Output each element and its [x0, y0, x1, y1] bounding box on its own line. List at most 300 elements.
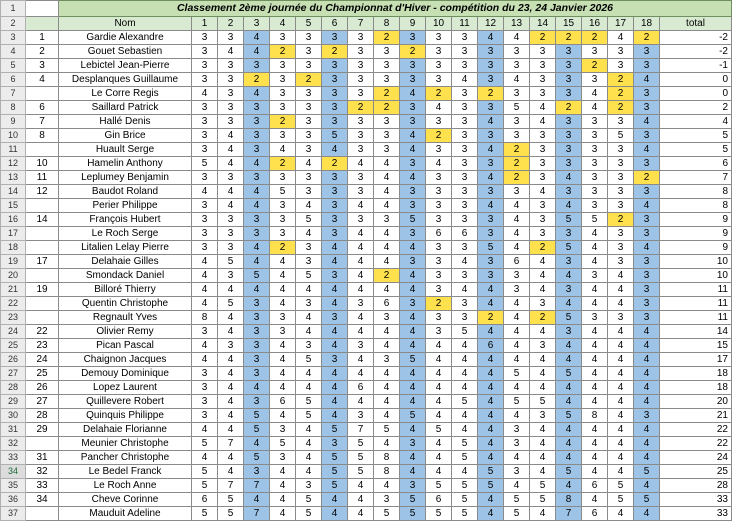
rank-cell[interactable]: [26, 437, 59, 451]
score-cell[interactable]: 2: [504, 143, 530, 157]
score-cell[interactable]: 5: [322, 423, 348, 437]
score-cell[interactable]: 2: [426, 297, 452, 311]
score-cell[interactable]: 5: [452, 507, 478, 521]
score-cell[interactable]: 4: [270, 465, 296, 479]
score-cell[interactable]: 4: [322, 493, 348, 507]
score-cell[interactable]: 5: [192, 465, 218, 479]
score-cell[interactable]: 3: [530, 213, 556, 227]
score-cell[interactable]: 3: [348, 409, 374, 423]
score-cell[interactable]: 3: [348, 59, 374, 73]
score-cell[interactable]: 5: [322, 451, 348, 465]
hole-header[interactable]: 8: [374, 17, 400, 31]
score-cell[interactable]: 4: [478, 115, 504, 129]
row-header[interactable]: 23: [1, 311, 26, 325]
score-cell[interactable]: 4: [400, 283, 426, 297]
total-cell[interactable]: 2: [660, 101, 732, 115]
score-cell[interactable]: 4: [530, 367, 556, 381]
score-cell[interactable]: 3: [400, 73, 426, 87]
score-cell[interactable]: 4: [348, 255, 374, 269]
score-cell[interactable]: 3: [452, 171, 478, 185]
score-cell[interactable]: 5: [556, 367, 582, 381]
score-cell[interactable]: 3: [400, 199, 426, 213]
score-cell[interactable]: 4: [556, 423, 582, 437]
score-cell[interactable]: 5: [296, 353, 322, 367]
score-cell[interactable]: 4: [296, 451, 322, 465]
score-cell[interactable]: 3: [192, 409, 218, 423]
score-cell[interactable]: 2: [400, 45, 426, 59]
score-cell[interactable]: 4: [374, 157, 400, 171]
score-cell[interactable]: 5: [244, 423, 270, 437]
score-cell[interactable]: 4: [634, 507, 660, 521]
score-cell[interactable]: 5: [530, 493, 556, 507]
score-cell[interactable]: 4: [322, 297, 348, 311]
score-cell[interactable]: 3: [582, 269, 608, 283]
rank-cell[interactable]: 23: [26, 339, 59, 353]
score-cell[interactable]: 3: [478, 59, 504, 73]
score-cell[interactable]: 3: [426, 143, 452, 157]
score-cell[interactable]: 3: [478, 255, 504, 269]
row-header[interactable]: 7: [1, 87, 26, 101]
score-cell[interactable]: 3: [244, 297, 270, 311]
score-cell[interactable]: 3: [348, 297, 374, 311]
score-cell[interactable]: 3: [322, 311, 348, 325]
score-cell[interactable]: 4: [504, 241, 530, 255]
score-cell[interactable]: 4: [270, 143, 296, 157]
rank-cell[interactable]: 4: [26, 73, 59, 87]
score-cell[interactable]: 4: [634, 199, 660, 213]
score-cell[interactable]: 3: [192, 143, 218, 157]
score-cell[interactable]: 4: [608, 283, 634, 297]
score-cell[interactable]: 3: [608, 255, 634, 269]
score-cell[interactable]: 2: [556, 101, 582, 115]
score-cell[interactable]: 5: [530, 479, 556, 493]
rank-cell[interactable]: [26, 199, 59, 213]
score-cell[interactable]: 3: [296, 171, 322, 185]
score-cell[interactable]: 6: [452, 227, 478, 241]
total-cell[interactable]: 7: [660, 171, 732, 185]
score-cell[interactable]: 3: [400, 115, 426, 129]
score-cell[interactable]: 4: [322, 381, 348, 395]
score-cell[interactable]: 4: [426, 465, 452, 479]
row-header[interactable]: 10: [1, 129, 26, 143]
score-cell[interactable]: 5: [452, 493, 478, 507]
score-cell[interactable]: 4: [634, 451, 660, 465]
score-cell[interactable]: 3: [608, 45, 634, 59]
score-cell[interactable]: 4: [348, 283, 374, 297]
score-cell[interactable]: 3: [296, 45, 322, 59]
score-cell[interactable]: 2: [322, 157, 348, 171]
player-name[interactable]: Gouet Sebastien: [59, 45, 192, 59]
score-cell[interactable]: 6: [504, 255, 530, 269]
row-header[interactable]: 13: [1, 171, 26, 185]
total-cell[interactable]: 11: [660, 283, 732, 297]
player-name[interactable]: Hamelin Anthony: [59, 157, 192, 171]
score-cell[interactable]: 4: [374, 185, 400, 199]
score-cell[interactable]: 4: [218, 199, 244, 213]
score-cell[interactable]: 3: [400, 101, 426, 115]
score-cell[interactable]: 4: [582, 87, 608, 101]
score-cell[interactable]: 3: [504, 437, 530, 451]
row-header[interactable]: 16: [1, 213, 26, 227]
score-cell[interactable]: 5: [244, 451, 270, 465]
score-cell[interactable]: 4: [192, 451, 218, 465]
score-cell[interactable]: 4: [270, 339, 296, 353]
score-cell[interactable]: 3: [634, 297, 660, 311]
score-cell[interactable]: 4: [270, 507, 296, 521]
score-cell[interactable]: 4: [348, 493, 374, 507]
score-cell[interactable]: 4: [218, 381, 244, 395]
score-cell[interactable]: 4: [218, 465, 244, 479]
rank-cell[interactable]: [26, 143, 59, 157]
score-cell[interactable]: 3: [478, 101, 504, 115]
row-header[interactable]: 4: [1, 45, 26, 59]
score-cell[interactable]: 4: [556, 437, 582, 451]
score-cell[interactable]: 4: [244, 283, 270, 297]
score-cell[interactable]: 3: [218, 269, 244, 283]
total-cell[interactable]: 6: [660, 157, 732, 171]
score-cell[interactable]: 4: [426, 157, 452, 171]
hole-header[interactable]: 16: [582, 17, 608, 31]
score-cell[interactable]: 4: [582, 451, 608, 465]
hole-header[interactable]: 13: [504, 17, 530, 31]
score-cell[interactable]: 3: [426, 241, 452, 255]
cell-blank[interactable]: [26, 1, 59, 17]
total-cell[interactable]: 14: [660, 325, 732, 339]
score-cell[interactable]: 3: [244, 213, 270, 227]
score-cell[interactable]: 5: [608, 129, 634, 143]
score-cell[interactable]: 3: [478, 227, 504, 241]
score-cell[interactable]: 4: [452, 339, 478, 353]
score-cell[interactable]: 4: [634, 381, 660, 395]
score-cell[interactable]: 3: [608, 199, 634, 213]
score-cell[interactable]: 4: [530, 465, 556, 479]
score-cell[interactable]: 3: [504, 269, 530, 283]
score-cell[interactable]: 3: [530, 297, 556, 311]
score-cell[interactable]: 3: [556, 59, 582, 73]
row-header[interactable]: 26: [1, 353, 26, 367]
score-cell[interactable]: 3: [244, 59, 270, 73]
score-cell[interactable]: 3: [556, 255, 582, 269]
score-cell[interactable]: 4: [296, 227, 322, 241]
score-cell[interactable]: 4: [530, 185, 556, 199]
score-cell[interactable]: 4: [348, 269, 374, 283]
score-cell[interactable]: 4: [608, 423, 634, 437]
score-cell[interactable]: 4: [426, 451, 452, 465]
score-cell[interactable]: 3: [296, 129, 322, 143]
score-cell[interactable]: 4: [634, 339, 660, 353]
score-cell[interactable]: 3: [192, 367, 218, 381]
score-cell[interactable]: 3: [218, 241, 244, 255]
score-cell[interactable]: 4: [556, 199, 582, 213]
score-cell[interactable]: 4: [218, 311, 244, 325]
score-cell[interactable]: 4: [478, 381, 504, 395]
rank-cell[interactable]: 34: [26, 493, 59, 507]
rank-cell[interactable]: 26: [26, 381, 59, 395]
score-cell[interactable]: 4: [452, 409, 478, 423]
score-cell[interactable]: 4: [634, 325, 660, 339]
score-cell[interactable]: 4: [400, 423, 426, 437]
score-cell[interactable]: 3: [452, 199, 478, 213]
score-cell[interactable]: 2: [374, 31, 400, 45]
score-cell[interactable]: 4: [504, 213, 530, 227]
score-cell[interactable]: 4: [322, 255, 348, 269]
score-cell[interactable]: 3: [400, 227, 426, 241]
score-cell[interactable]: 4: [582, 353, 608, 367]
score-cell[interactable]: 3: [270, 213, 296, 227]
rank-cell[interactable]: 32: [26, 465, 59, 479]
score-cell[interactable]: 3: [348, 339, 374, 353]
score-cell[interactable]: 3: [556, 115, 582, 129]
score-cell[interactable]: 3: [556, 73, 582, 87]
rank-cell[interactable]: 12: [26, 185, 59, 199]
total-cell[interactable]: 4: [660, 115, 732, 129]
score-cell[interactable]: 3: [244, 143, 270, 157]
score-cell[interactable]: 4: [556, 339, 582, 353]
score-cell[interactable]: 5: [296, 213, 322, 227]
score-cell[interactable]: 3: [192, 395, 218, 409]
score-cell[interactable]: 3: [244, 101, 270, 115]
score-cell[interactable]: 2: [270, 115, 296, 129]
score-cell[interactable]: 3: [426, 45, 452, 59]
score-cell[interactable]: 3: [452, 143, 478, 157]
score-cell[interactable]: 4: [244, 31, 270, 45]
row-header[interactable]: 12: [1, 157, 26, 171]
score-cell[interactable]: 2: [270, 45, 296, 59]
score-cell[interactable]: 5: [634, 493, 660, 507]
score-cell[interactable]: 4: [348, 311, 374, 325]
score-cell[interactable]: 3: [270, 59, 296, 73]
score-cell[interactable]: 3: [426, 269, 452, 283]
row-header[interactable]: 34: [1, 465, 26, 479]
score-cell[interactable]: 3: [556, 129, 582, 143]
score-cell[interactable]: 8: [582, 409, 608, 423]
score-cell[interactable]: 2: [608, 73, 634, 87]
player-name[interactable]: Demouy Dominique: [59, 367, 192, 381]
score-cell[interactable]: 4: [270, 353, 296, 367]
score-cell[interactable]: 4: [504, 199, 530, 213]
row-header[interactable]: 3: [1, 31, 26, 45]
score-cell[interactable]: 4: [348, 325, 374, 339]
score-cell[interactable]: 4: [608, 409, 634, 423]
score-cell[interactable]: 4: [374, 199, 400, 213]
row-header[interactable]: 18: [1, 241, 26, 255]
score-cell[interactable]: 5: [244, 409, 270, 423]
player-name[interactable]: Chaignon Jacques: [59, 353, 192, 367]
score-cell[interactable]: 4: [478, 367, 504, 381]
score-cell[interactable]: 5: [244, 269, 270, 283]
score-cell[interactable]: 6: [582, 507, 608, 521]
score-cell[interactable]: 4: [608, 465, 634, 479]
hole-header[interactable]: 14: [530, 17, 556, 31]
score-cell[interactable]: 4: [452, 381, 478, 395]
rank-cell[interactable]: [26, 269, 59, 283]
rank-cell[interactable]: [26, 227, 59, 241]
score-cell[interactable]: 4: [426, 381, 452, 395]
score-cell[interactable]: 2: [348, 101, 374, 115]
score-cell[interactable]: 3: [244, 311, 270, 325]
score-cell[interactable]: 3: [400, 479, 426, 493]
score-cell[interactable]: 4: [374, 437, 400, 451]
score-cell[interactable]: 3: [348, 45, 374, 59]
score-cell[interactable]: 2: [374, 87, 400, 101]
score-cell[interactable]: 4: [296, 367, 322, 381]
score-cell[interactable]: 3: [270, 227, 296, 241]
score-cell[interactable]: 3: [296, 255, 322, 269]
score-cell[interactable]: 3: [270, 451, 296, 465]
rank-cell[interactable]: 14: [26, 213, 59, 227]
hole-header[interactable]: 12: [478, 17, 504, 31]
score-cell[interactable]: 4: [530, 381, 556, 395]
row-header[interactable]: 21: [1, 283, 26, 297]
score-cell[interactable]: 4: [296, 325, 322, 339]
score-cell[interactable]: 3: [608, 185, 634, 199]
score-cell[interactable]: 4: [504, 339, 530, 353]
score-cell[interactable]: 4: [400, 129, 426, 143]
score-cell[interactable]: 4: [348, 199, 374, 213]
score-cell[interactable]: 4: [400, 451, 426, 465]
score-cell[interactable]: 3: [296, 87, 322, 101]
score-cell[interactable]: 4: [634, 73, 660, 87]
score-cell[interactable]: 2: [426, 87, 452, 101]
score-cell[interactable]: 4: [426, 367, 452, 381]
score-cell[interactable]: 3: [478, 157, 504, 171]
score-cell[interactable]: 4: [582, 395, 608, 409]
score-cell[interactable]: 3: [634, 185, 660, 199]
score-cell[interactable]: 4: [218, 367, 244, 381]
player-name[interactable]: Le Bedel Franck: [59, 465, 192, 479]
score-cell[interactable]: 4: [582, 367, 608, 381]
player-name[interactable]: Meunier Christophe: [59, 437, 192, 451]
score-cell[interactable]: 4: [582, 297, 608, 311]
rank-cell[interactable]: 27: [26, 395, 59, 409]
score-cell[interactable]: 2: [634, 31, 660, 45]
score-cell[interactable]: 4: [218, 143, 244, 157]
score-cell[interactable]: 4: [634, 367, 660, 381]
score-cell[interactable]: 4: [504, 227, 530, 241]
score-cell[interactable]: 5: [296, 507, 322, 521]
score-cell[interactable]: 4: [218, 451, 244, 465]
score-cell[interactable]: 3: [582, 157, 608, 171]
rank-cell[interactable]: 28: [26, 409, 59, 423]
row-header[interactable]: 11: [1, 143, 26, 157]
hole-header[interactable]: 6: [322, 17, 348, 31]
total-cell[interactable]: -2: [660, 45, 732, 59]
score-cell[interactable]: 4: [530, 353, 556, 367]
score-cell[interactable]: 4: [400, 269, 426, 283]
score-cell[interactable]: 3: [348, 213, 374, 227]
score-cell[interactable]: 3: [426, 59, 452, 73]
score-cell[interactable]: 4: [374, 255, 400, 269]
score-cell[interactable]: 3: [634, 213, 660, 227]
score-cell[interactable]: 4: [244, 87, 270, 101]
score-cell[interactable]: 3: [270, 311, 296, 325]
score-cell[interactable]: 3: [374, 59, 400, 73]
score-cell[interactable]: 5: [426, 507, 452, 521]
score-cell[interactable]: 4: [244, 381, 270, 395]
score-cell[interactable]: 2: [322, 45, 348, 59]
score-cell[interactable]: 3: [478, 129, 504, 143]
score-cell[interactable]: 4: [478, 451, 504, 465]
score-cell[interactable]: 4: [348, 507, 374, 521]
score-cell[interactable]: 4: [322, 325, 348, 339]
score-cell[interactable]: 5: [348, 437, 374, 451]
total-cell[interactable]: 9: [660, 227, 732, 241]
score-cell[interactable]: 5: [192, 479, 218, 493]
score-cell[interactable]: 4: [400, 367, 426, 381]
score-cell[interactable]: 4: [504, 73, 530, 87]
score-cell[interactable]: 3: [296, 479, 322, 493]
score-cell[interactable]: 4: [322, 367, 348, 381]
total-cell[interactable]: 10: [660, 255, 732, 269]
score-cell[interactable]: 4: [478, 143, 504, 157]
rank-cell[interactable]: 33: [26, 479, 59, 493]
score-cell[interactable]: 5: [478, 241, 504, 255]
score-cell[interactable]: 4: [400, 241, 426, 255]
score-cell[interactable]: 2: [270, 241, 296, 255]
score-cell[interactable]: 3: [374, 73, 400, 87]
score-cell[interactable]: 3: [400, 31, 426, 45]
score-cell[interactable]: 3: [608, 143, 634, 157]
total-cell[interactable]: 15: [660, 339, 732, 353]
total-cell[interactable]: 20: [660, 395, 732, 409]
player-name[interactable]: Regnault Yves: [59, 311, 192, 325]
score-cell[interactable]: 4: [400, 395, 426, 409]
score-cell[interactable]: 7: [218, 437, 244, 451]
score-cell[interactable]: 4: [244, 157, 270, 171]
total-cell[interactable]: 9: [660, 213, 732, 227]
score-cell[interactable]: 3: [634, 157, 660, 171]
score-cell[interactable]: 3: [374, 311, 400, 325]
score-cell[interactable]: 3: [348, 143, 374, 157]
score-cell[interactable]: 4: [426, 353, 452, 367]
score-cell[interactable]: 4: [608, 451, 634, 465]
player-name[interactable]: Olivier Remy: [59, 325, 192, 339]
score-cell[interactable]: 4: [218, 423, 244, 437]
total-cell[interactable]: -1: [660, 59, 732, 73]
score-cell[interactable]: 4: [218, 395, 244, 409]
total-cell[interactable]: 5: [660, 129, 732, 143]
score-cell[interactable]: 4: [270, 367, 296, 381]
score-cell[interactable]: 3: [426, 255, 452, 269]
player-name[interactable]: Quillevere Robert: [59, 395, 192, 409]
score-cell[interactable]: 4: [400, 171, 426, 185]
score-cell[interactable]: 4: [400, 325, 426, 339]
score-cell[interactable]: 3: [426, 311, 452, 325]
score-cell[interactable]: 2: [478, 311, 504, 325]
score-cell[interactable]: 6: [582, 479, 608, 493]
score-cell[interactable]: 4: [608, 339, 634, 353]
score-cell[interactable]: 5: [218, 255, 244, 269]
score-cell[interactable]: 2: [582, 59, 608, 73]
score-cell[interactable]: 5: [556, 241, 582, 255]
score-cell[interactable]: 5: [426, 423, 452, 437]
rank-cell[interactable]: 10: [26, 157, 59, 171]
score-cell[interactable]: 4: [322, 409, 348, 423]
score-cell[interactable]: 3: [426, 73, 452, 87]
score-cell[interactable]: 4: [556, 395, 582, 409]
row-header[interactable]: 25: [1, 339, 26, 353]
score-cell[interactable]: 5: [452, 325, 478, 339]
score-cell[interactable]: 4: [634, 479, 660, 493]
score-cell[interactable]: 3: [192, 227, 218, 241]
score-cell[interactable]: 3: [530, 129, 556, 143]
score-cell[interactable]: 3: [270, 199, 296, 213]
score-cell[interactable]: 3: [530, 143, 556, 157]
score-cell[interactable]: 8: [374, 451, 400, 465]
total-cell[interactable]: 8: [660, 199, 732, 213]
score-cell[interactable]: 5: [400, 493, 426, 507]
total-cell[interactable]: -2: [660, 31, 732, 45]
